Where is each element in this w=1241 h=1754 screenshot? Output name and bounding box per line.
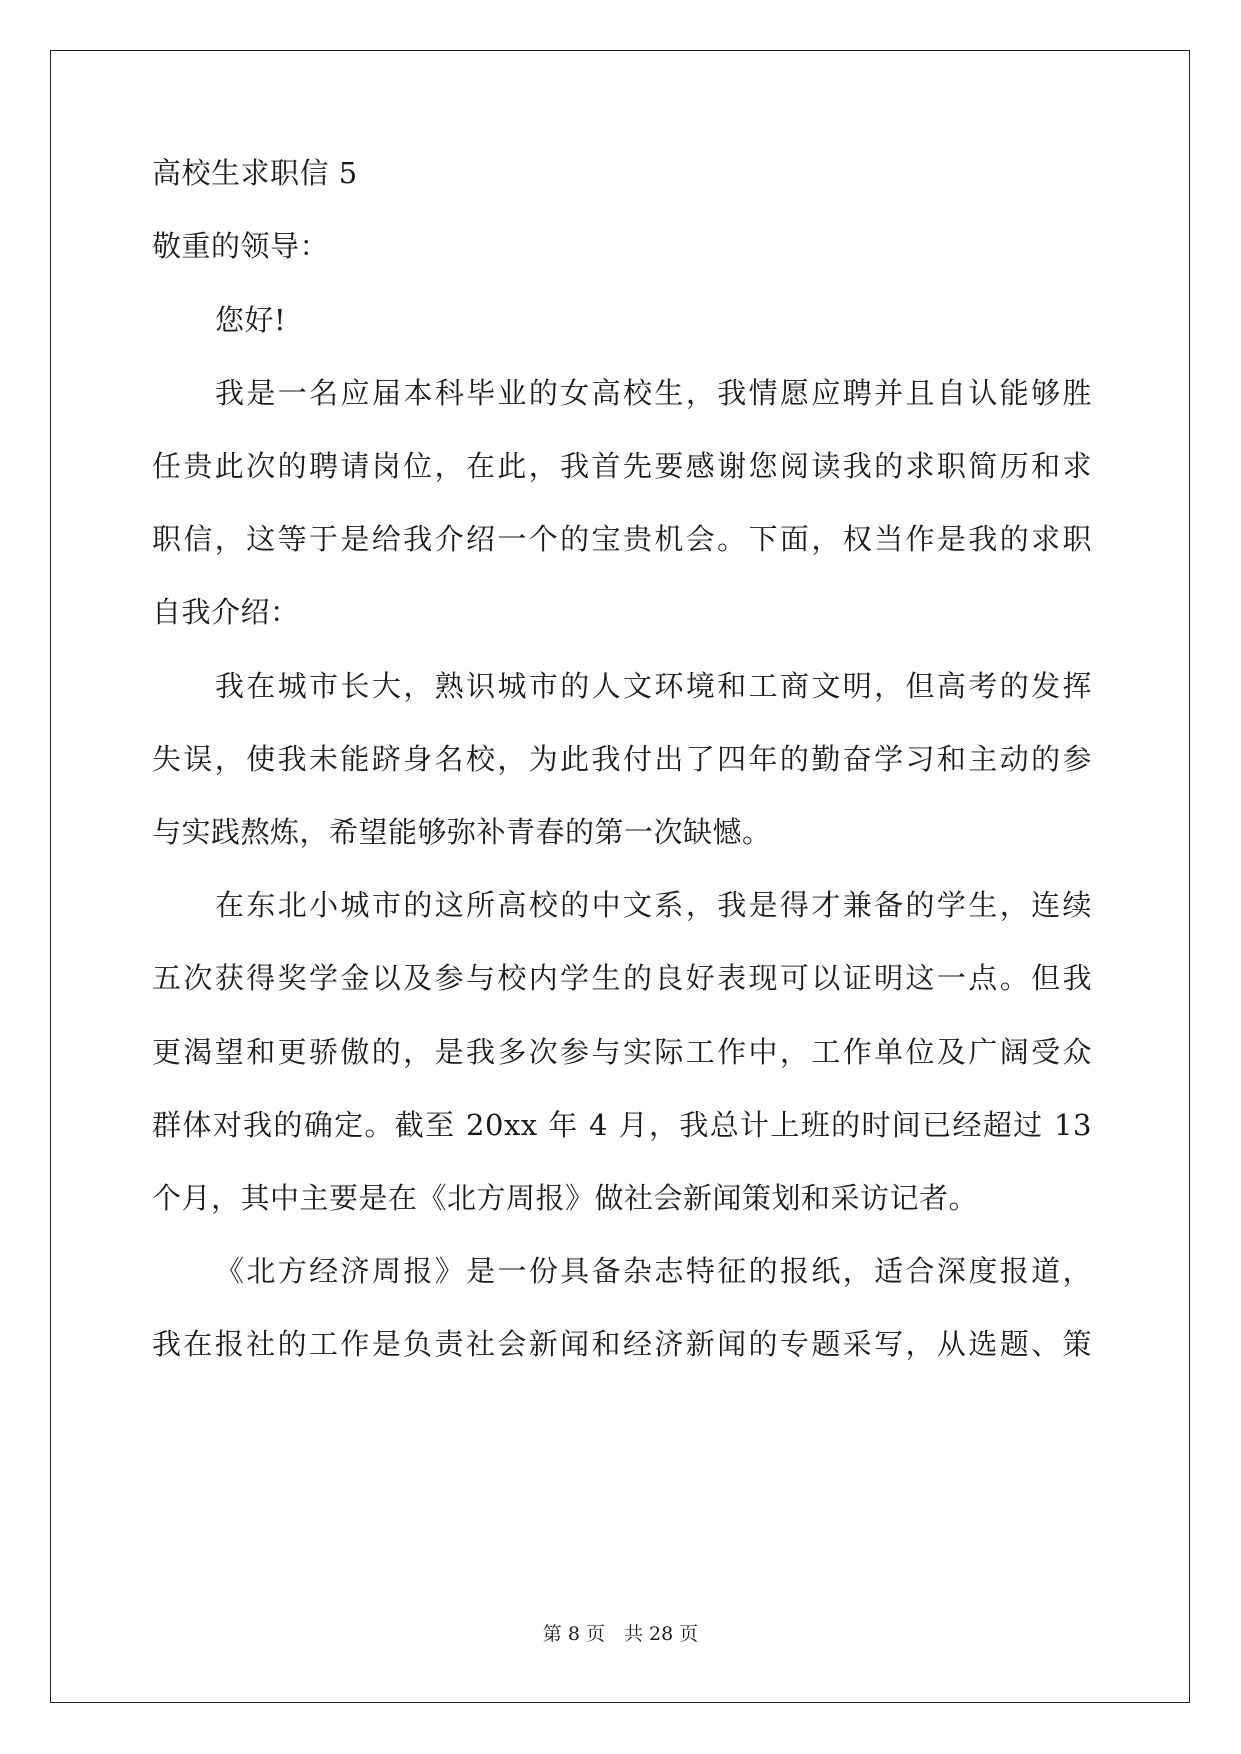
body-line: 我在城市长大，熟识城市的人文环境和工商文明，但高考的发挥 xyxy=(215,669,1092,703)
body-line: 五次获得奖学金以及参与校内学生的良好表现可以证明这一点。但我 xyxy=(152,961,1092,995)
body-line: 在东北小城市的这所高校的中文系，我是得才兼备的学生，连续 xyxy=(215,888,1092,922)
body-line: 任贵此次的聘请岗位，在此，我首先要感谢您阅读我的求职简历和求 xyxy=(152,449,1092,483)
greeting: 您好! xyxy=(215,303,287,337)
body-line: 失误，使我未能跻身名校，为此我付出了四年的勤奋学习和主动的参 xyxy=(152,742,1092,776)
body-line: 更渴望和更骄傲的，是我多次参与实际工作中，工作单位及广阔受众 xyxy=(152,1035,1092,1069)
body-line: 《北方经济周报》是一份具备杂志特征的报纸，适合深度报道， xyxy=(215,1254,1092,1288)
body-line: 群体对我的确定。截至 20xx 年 4 月，我总计上班的时间已经超过 13 xyxy=(152,1108,1092,1142)
body-line: 个月，其中主要是在《北方周报》做社会新闻策划和采访记者。 xyxy=(152,1181,979,1215)
page-border xyxy=(50,50,1190,1703)
page-number: 第 8 页 共 28 页 xyxy=(542,1623,699,1645)
salutation: 敬重的领导： xyxy=(152,229,330,263)
body-line: 职信，这等于是给我介绍一个的宝贵机会。下面，权当作是我的求职 xyxy=(152,522,1092,556)
document-title: 高校生求职信 5 xyxy=(152,156,358,190)
body-line: 与实践熬炼，希望能够弥补青春的第一次缺憾。 xyxy=(152,815,772,849)
body-line: 我在报社的工作是负责社会新闻和经济新闻的专题采写，从选题、策 xyxy=(152,1327,1092,1361)
body-line: 我是一名应届本科毕业的女高校生，我情愿应聘并且自认能够胜 xyxy=(215,376,1092,410)
body-line: 自我介绍： xyxy=(152,595,300,629)
